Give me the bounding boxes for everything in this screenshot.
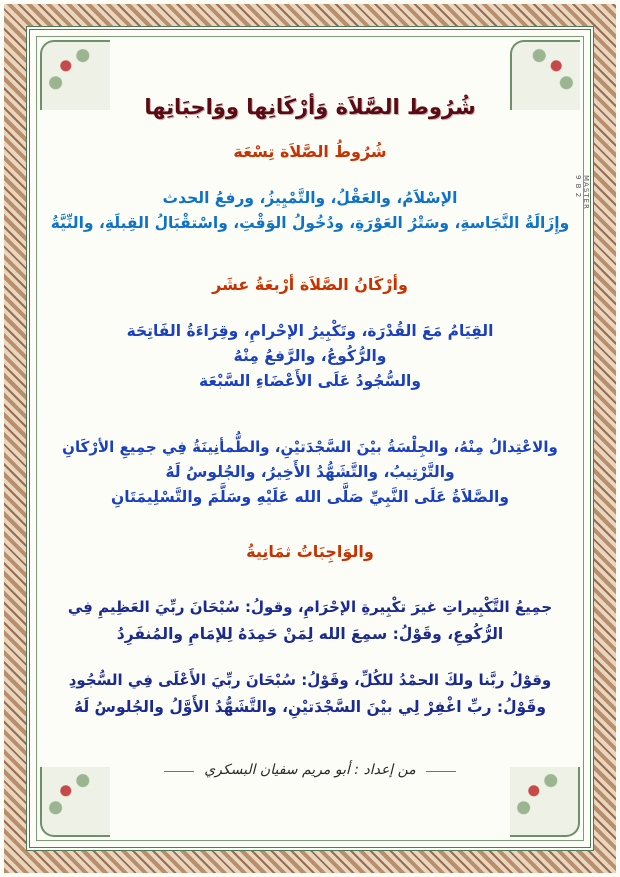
pillars-line: والسُّجُودُ عَلَى الأَعْضَاءِ السَّبْعَة <box>198 372 421 390</box>
section-conditions <box>50 187 570 237</box>
pillars-line: القِيَامُ مَعَ القُدْرَة، وتَكْبِيرُ الإحْرامِ، وقِرَاءَةُ الفَاتِحَة <box>126 322 494 340</box>
section-obligations-a <box>50 595 570 649</box>
printer-mark-code: 9 B 2 <box>574 175 582 199</box>
author-credit <box>164 762 456 778</box>
pillars-line: والتَّرْتِيبُ، والتَّشَهُّدُ الأَخِيرُ، والجُلوسُ لَهُ <box>165 463 455 481</box>
conditions-line: الإسْلاَمُ، والعَقْلُ، والتَّمْيِيزُ، ورفعُ الحدث <box>162 189 458 207</box>
pillars-line: والصَّلاَةُ عَلَى النَّبِيِّ صَلَّى الله عَلَيْهِ وسَلَّمَ والتَّسْلِيمَتَانِ <box>111 488 509 506</box>
obligations-line: وقوْلُ ربَّنا ولكَ الحمْدُ للكُلِّ، وقَوْلُ: سُبْحَانَ ربِّيَ الأَعْلَى فِي السُّجُودِ <box>68 671 552 689</box>
section-obligations-b <box>50 668 570 722</box>
obligations-line: وقَوْلُ: ربِّ اغْفِرْ لِي بيْنَ السَّجْدَتيْنِ، والتَّشَهُّدُ الأَوَّلُ والجُلوسُ لَهُ <box>73 698 547 716</box>
printer-mark-master: MASTER <box>582 175 590 210</box>
section-heading-obligations: والوَاجِبَاتُ ثمَانِيةُ <box>246 542 374 561</box>
pillars-line: والرُّكُوعُ، والرَّفعُ مِنْهُ <box>233 347 387 365</box>
page-title: شُرُوط الصَّلاَة وَأرْكَانِها ووَاجبَاتِها <box>144 95 476 119</box>
obligations-line: الرُّكُوعِ، وقَوْلُ: سمِعَ الله لِمَنْ حَمِدَهُ لِلإمَامِ والمُنفَرِدُ <box>116 625 504 643</box>
printer-mark <box>574 175 590 232</box>
section-pillars-b <box>50 436 570 511</box>
author-credit-text: من إعداد : أبو مريم سفيان البسكري <box>204 762 416 778</box>
section-heading-pillars: وأرْكَانُ الصَّلاَة أرْبعَةُ عشَر <box>212 275 408 294</box>
section-heading-conditions: شُرُوطُ الصَّلاَة تِسْعَة <box>233 142 387 161</box>
conditions-line: وإِزَالَةُ النَّجَاسةِ، وسَتْرُ العَوْرَةِ، ودُخُولُ الوَقْتِ، واسْتقْبَالُ القِبلَةِ، والنِّيَّةُ <box>50 214 570 232</box>
obligations-line: جمِيعُ التَّكْبِيراتِ غيرَ تكْبِيرةِ الإحْرَامِ، وقولُ: سُبْحَانَ ربِّيَ العَظِيمِ فِي <box>67 598 553 616</box>
section-pillars-a <box>50 320 570 395</box>
pillars-line: والاعْتِدالُ مِنْهُ، والجِلْسَةُ بيْنَ السَّجْدَتيْنِ، والطُّمأنِينَةُ فِي جمِيعِ الأرْكَانِ <box>62 438 558 456</box>
